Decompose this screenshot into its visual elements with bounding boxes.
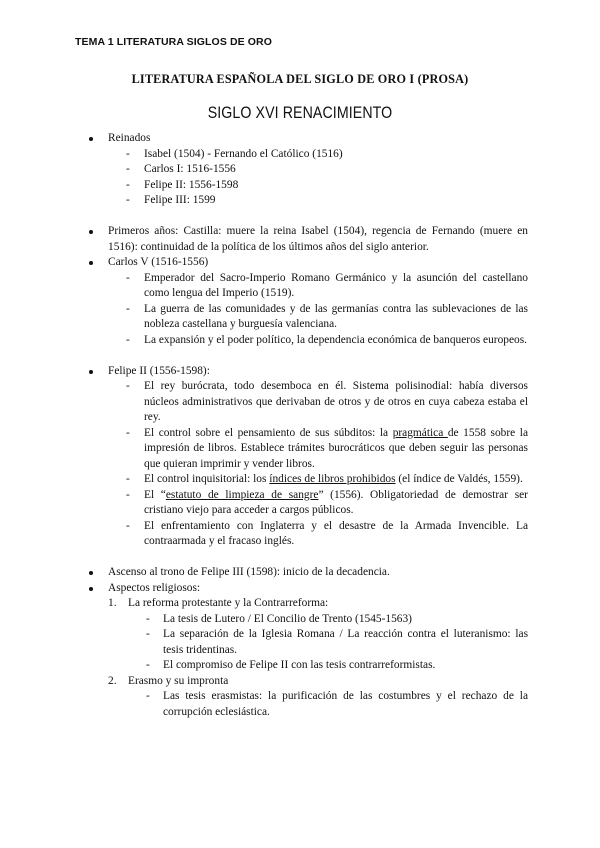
- felipe-ii-list: [108, 379, 528, 550]
- list-item: - El rey burócrata, todo desemboca en él. Sistema polisinodial: había diversos núcleos administrativos que derivaban de otros y de otros en cuya cabeza estaba el rey.: [144, 379, 528, 426]
- bullet-aspectos: Aspectos religiosos:: [108, 581, 528, 597]
- list-item: - La guerra de las comunidades y de las germanías contra las sublevaciones de las nobleza castellana y burguesía valenciana.: [144, 302, 528, 333]
- sub-list: [128, 612, 528, 674]
- list-item: - Felipe III: 1599: [144, 193, 528, 209]
- bullet-ascenso: Ascenso al trono de Felipe III (1598): inicio de la decadencia.: [108, 565, 528, 581]
- bullet-reinados: Reinados: [108, 131, 528, 147]
- numbered-item: [108, 596, 528, 612]
- list-item: [144, 426, 528, 473]
- document-title: LITERATURA ESPAÑOLA DEL SIGLO DE ORO I (PROSA): [131, 72, 469, 86]
- underlined-term: estatuto de limpieza de sangre: [165, 488, 319, 501]
- text-span: ” (1556). Obligatoriedad de demostrar ser cristiano viejo para acceder a cargos públicos.: [144, 488, 528, 516]
- item-label: Erasmo y su impronta: [128, 674, 229, 687]
- text-span: (el índice de Valdés, 1559).: [395, 473, 523, 485]
- list-item: - El enfrentamiento con Inglaterra y el desastre de la Armada Invencible. La contraarmada y el fracaso inglés.: [144, 519, 528, 550]
- list-item: [144, 488, 528, 519]
- item-label: La reforma protestante y la Contrarreforma:: [128, 597, 329, 609]
- text-span: de 1558 sobre la impresión de libros. Establece trámites burocráticos que deben seguir las personas que quieran imprimir y vender libros.: [144, 426, 529, 470]
- text-span: El “: [144, 488, 166, 501]
- spacer: [108, 550, 528, 566]
- underlined-term: pragmática: [392, 426, 448, 439]
- header-label: TEMA 1 LITERATURA SIGLOS DE ORO: [75, 36, 272, 48]
- underlined-term: índices de libros prohibidos: [269, 473, 396, 485]
- bullet-carlos-v: Carlos V (1516-1556): [108, 255, 528, 271]
- reinados-list: [108, 147, 528, 209]
- text-span: El control sobre el pensamiento de sus súbditos: la: [144, 426, 393, 439]
- list-item: - Felipe II: 1556-1598: [144, 178, 528, 194]
- item-number: 1.: [108, 597, 117, 609]
- numbered-item: [108, 674, 528, 690]
- document-body: [108, 131, 528, 720]
- carlos-v-list: [108, 271, 528, 349]
- list-item: [144, 472, 528, 488]
- text-span: El control inquisitorial: los: [144, 473, 270, 485]
- list-item: - Isabel (1504) - Fernando el Católico (1516): [144, 147, 528, 163]
- aspectos-list: [108, 596, 528, 720]
- spacer: [108, 348, 528, 364]
- list-item: - Emperador del Sacro-Imperio Romano Germánico y la asunción del castellano como lengua del Imperio (1519).: [144, 271, 528, 302]
- list-item: - La expansión y el poder político, la dependencia económica de banqueros europeos.: [144, 333, 528, 349]
- list-item: - La tesis de Lutero / El Concilio de Trento (1545-1563): [163, 612, 528, 628]
- list-item: - El compromiso de Felipe II con las tesis contrarreformistas.: [163, 658, 528, 674]
- list-item: - La separación de la Iglesia Romana / La reacción contra el luteranismo: las tesis tridentinas.: [163, 627, 528, 658]
- item-number: 2.: [108, 674, 117, 687]
- section-heading: SIGLO XVI RENACIMIENTO: [207, 104, 393, 122]
- bullet-primeros-anios: Primeros años: Castilla: muere la reina Isabel (1504), regencia de Fernando (muere en 1516): continuidad de la política de los últimos años del siglo anterior.: [108, 224, 528, 255]
- list-item: - Carlos I: 1516-1556: [144, 162, 528, 178]
- list-item: - Las tesis erasmistas: la purificación de las costumbres y el rechazo de la corrupción eclesiástica.: [163, 689, 528, 720]
- sub-list: [128, 689, 528, 720]
- bullet-felipe-ii: Felipe II (1556-1598):: [108, 364, 528, 380]
- spacer: [108, 209, 528, 225]
